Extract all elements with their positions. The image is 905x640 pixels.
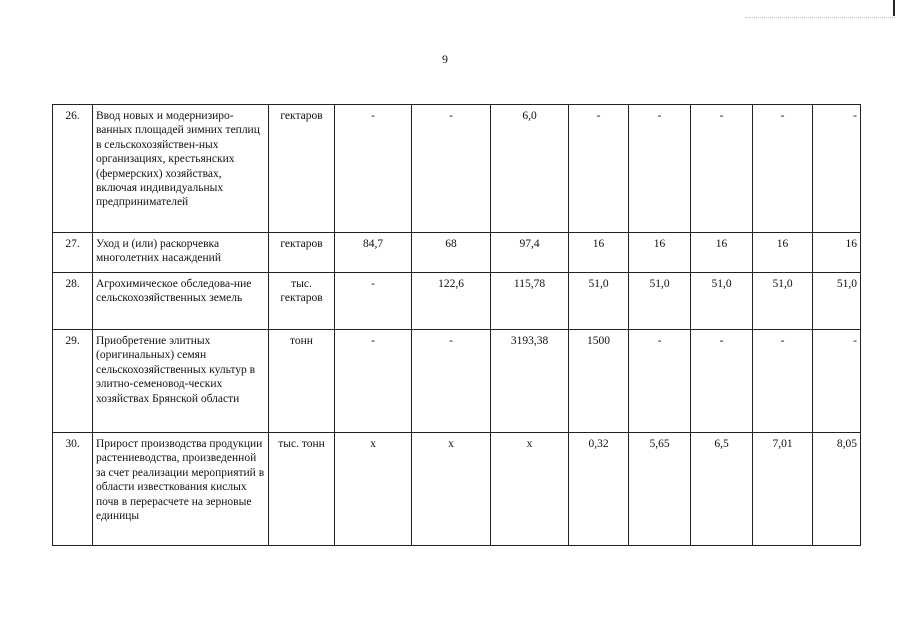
value-cell: - <box>813 330 861 433</box>
row-number: 29. <box>53 330 93 433</box>
unit-cell: гектаров <box>269 105 335 233</box>
value-cell: - <box>753 105 813 233</box>
page-number: 9 <box>442 52 448 66</box>
value-cell: - <box>569 105 629 233</box>
value-cell: х <box>412 433 491 546</box>
unit-cell: тыс. гектаров <box>269 273 335 330</box>
value-cell: - <box>813 105 861 233</box>
table-row <box>53 233 861 273</box>
value-cell: 16 <box>753 233 813 273</box>
value-cell: 68 <box>412 233 491 273</box>
value-cell: 6,5 <box>691 433 753 546</box>
value-cell: - <box>691 330 753 433</box>
value-cell: 51,0 <box>813 273 861 330</box>
value-cell: 16 <box>569 233 629 273</box>
scan-edge-mark <box>893 0 895 16</box>
value-cell: 5,65 <box>629 433 691 546</box>
table-row <box>53 105 861 233</box>
row-number: 27. <box>53 233 93 273</box>
scan-dotted-artifact <box>745 17 895 18</box>
unit-cell: тыс. тонн <box>269 433 335 546</box>
value-cell: 0,32 <box>569 433 629 546</box>
value-cell: 51,0 <box>569 273 629 330</box>
value-cell: - <box>335 330 412 433</box>
value-cell: 51,0 <box>629 273 691 330</box>
unit-cell: гектаров <box>269 233 335 273</box>
value-cell: - <box>629 105 691 233</box>
value-cell: - <box>412 105 491 233</box>
value-cell: х <box>335 433 412 546</box>
value-cell: 84,7 <box>335 233 412 273</box>
value-cell: 51,0 <box>691 273 753 330</box>
value-cell: - <box>412 330 491 433</box>
value-cell: 7,01 <box>753 433 813 546</box>
table-row <box>53 330 861 433</box>
value-cell: - <box>335 105 412 233</box>
value-cell: - <box>691 105 753 233</box>
indicator-name: Уход и (или) раскорчевка многолетних насаждений <box>93 233 269 273</box>
value-cell: 6,0 <box>491 105 569 233</box>
table-row <box>53 433 861 546</box>
row-number: 28. <box>53 273 93 330</box>
row-number: 26. <box>53 105 93 233</box>
value-cell: х <box>491 433 569 546</box>
value-cell: 16 <box>813 233 861 273</box>
indicator-name: Агрохимическое обследова-ние сельскохозяйственных земель <box>93 273 269 330</box>
unit-cell: тонн <box>269 330 335 433</box>
indicators-table <box>52 104 861 546</box>
indicator-name: Прирост производства продукции растениеводства, произведенной за счет реализации мероприятий в области известкования кислых почв в перерасчете на зерновые единицы <box>93 433 269 546</box>
value-cell: - <box>753 330 813 433</box>
value-cell: - <box>629 330 691 433</box>
value-cell: 122,6 <box>412 273 491 330</box>
indicator-name: Ввод новых и модернизиро-ванных площадей зимних теплиц в сельскохозяйствен-ных организациях, крестьянских (фермерских) хозяйствах, включая индивидуальных предпринимателей <box>93 105 269 233</box>
value-cell: 1500 <box>569 330 629 433</box>
value-cell: 16 <box>691 233 753 273</box>
indicator-name: Приобретение элитных (оригинальных) семян сельскохозяйственных культур в элитно-семеновод-ческих хозяйствах Брянской области <box>93 330 269 433</box>
value-cell: 16 <box>629 233 691 273</box>
value-cell: 3193,38 <box>491 330 569 433</box>
table-row <box>53 273 861 330</box>
value-cell: 97,4 <box>491 233 569 273</box>
value-cell: 8,05 <box>813 433 861 546</box>
value-cell: 115,78 <box>491 273 569 330</box>
row-number: 30. <box>53 433 93 546</box>
value-cell: 51,0 <box>753 273 813 330</box>
value-cell: - <box>335 273 412 330</box>
